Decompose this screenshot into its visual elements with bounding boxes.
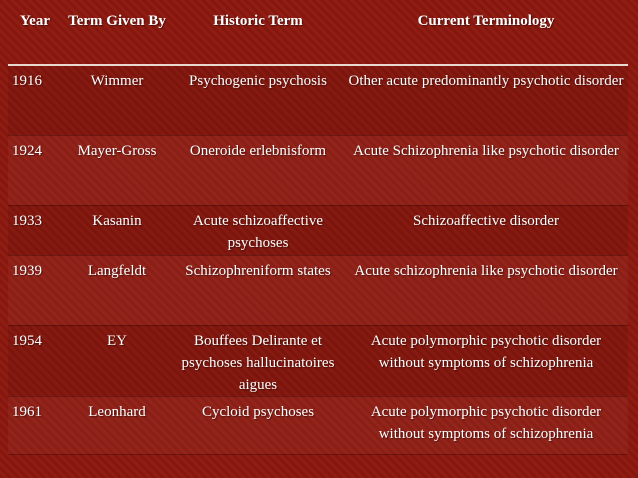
cell-historic-term: Cycloid psychoses [201, 403, 315, 420]
table-row [8, 325, 628, 396]
cell-current-terminology: Acute schizophrenia like psychotic disorder [354, 262, 618, 279]
table-header-row [8, 4, 628, 65]
cell-term-given-by: Mayer-Gross [77, 142, 157, 159]
cell-term-given-by: Kasanin [92, 212, 142, 229]
terminology-table [8, 4, 628, 455]
header-term-given-by: Term Given By [68, 13, 166, 29]
cell-year: 1961 [12, 403, 42, 420]
cell-year: 1939 [12, 262, 42, 279]
cell-historic-term: Oneroide erlebnisform [189, 142, 327, 159]
cell-current-terminology: Acute Schizophrenia like psychotic disorder [353, 142, 619, 159]
cell-year: 1924 [12, 142, 42, 159]
cell-term-given-by: EY [107, 332, 127, 349]
cell-current-terminology: Acute polymorphic psychotic disorder without symptoms of schizophrenia [370, 332, 602, 371]
cell-current-terminology: Acute polymorphic psychotic disorder without symptoms of schizophrenia [370, 403, 602, 442]
cell-term-given-by: Wimmer [90, 73, 144, 89]
cell-historic-term: Bouffees Delirante et psychoses hallucinatoires aigues [181, 332, 335, 393]
table-row [8, 135, 628, 205]
cell-historic-term: Psychogenic psychosis [189, 73, 327, 89]
table-row [8, 205, 628, 255]
cell-term-given-by: Langfeldt [87, 262, 147, 279]
table-row [8, 396, 628, 454]
cell-current-terminology: Schizoaffective disorder [413, 212, 559, 229]
cell-year: 1954 [12, 332, 42, 349]
cell-current-terminology: Other acute predominantly psychotic disorder [348, 73, 624, 89]
table-row [8, 255, 628, 325]
table-row [8, 65, 628, 135]
cell-year: 1916 [12, 73, 42, 89]
header-historic-term: Historic Term [213, 13, 303, 29]
header-year: Year [20, 13, 50, 29]
cell-historic-term: Schizophreniform states [185, 262, 331, 279]
cell-year: 1933 [12, 212, 42, 229]
cell-historic-term: Acute schizoaffective psychoses [192, 212, 324, 251]
header-current-terminology: Current Terminology [417, 13, 555, 29]
cell-term-given-by: Leonhard [88, 403, 146, 420]
